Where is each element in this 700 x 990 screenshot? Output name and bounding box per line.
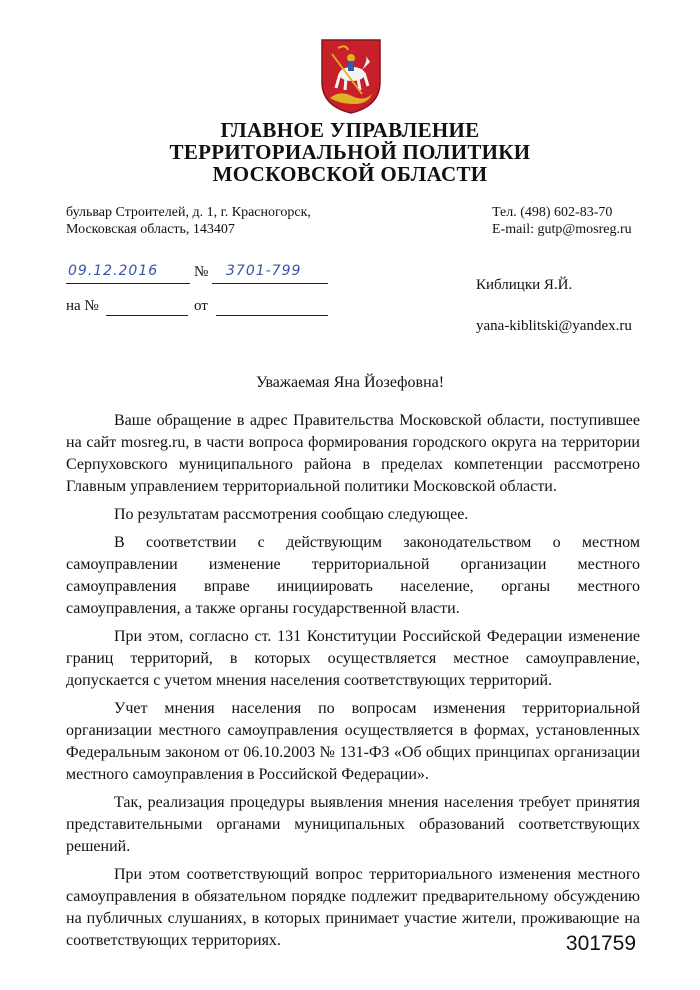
contact-block <box>492 204 632 238</box>
org-title-line2: ТЕРРИТОРИАЛЬНОЙ ПОЛИТИКИ <box>169 140 531 164</box>
org-title-line3: МОСКОВСКОЙ ОБЛАСТИ <box>212 162 488 186</box>
recipient-name: Киблицки Я.Й. <box>476 277 573 293</box>
address-line-2: Московская область, 143407 <box>66 222 235 237</box>
paragraph-1: Ваше обращение в адрес Правительства Московской области, поступившее на сайт mosreg.ru, в части вопроса формирования городского округа на территории Серпуховского муниципального района в пределах компетенции рассмотрено Главным управлением территориальной политики Московской области. <box>66 412 640 495</box>
moscow-oblast-coat-of-arms-icon <box>318 36 384 116</box>
letter-body <box>66 410 640 952</box>
registration-number: 3701-799 <box>226 263 302 279</box>
paragraph-6: Так, реализация процедуры выявления мнения населения требует принятия представительными органами муниципальных образований соответствующих решений. <box>66 794 640 855</box>
reference-number-underline <box>106 315 188 316</box>
paragraph-7: При этом соответствующий вопрос территориального изменения местного самоуправления в обязательном порядке подлежит предварительному обсуждению на публичных слушаниях, в которых принимает участие жители, проживающие на соответствующих территориях. <box>66 866 640 949</box>
paragraph-5: Учет мнения населения по вопросам изменения территориальной организации местного самоуправления осуществляется в формах, установленных Федеральным законом от 06.10.2003 № 131-ФЗ «Об общих принципах организации местного самоуправления в Российской Федерации». <box>66 700 640 783</box>
reference-date-label: от <box>194 298 208 314</box>
reference-date-underline <box>216 315 328 316</box>
phone-number: Тел. (498) 602-83-70 <box>492 205 613 220</box>
org-title-line1: ГЛАВНОЕ УПРАВЛЕНИЕ <box>220 118 480 142</box>
paragraph-3: В соответствии с действующим законодательством о местном самоуправлении изменение территориальной организации местного самоуправления вправе инициировать население, органы местного самоуправления, а также органы государственной власти. <box>66 534 640 617</box>
date-underline <box>66 283 190 284</box>
email-address: E-mail: gutp@mosreg.ru <box>492 222 632 237</box>
address-block <box>66 204 311 238</box>
salutation: Уважаемая Яна Йозефовна! <box>255 374 445 391</box>
address-line-1: бульвар Строителей, д. 1, г. Красногорск, <box>66 205 311 220</box>
paragraph-4: При этом, согласно ст. 131 Конституции Российской Федерации изменение границ территорий, в которых осуществляется местное самоуправление, допускается с учетом мнения населения соответствующих территорий. <box>66 628 640 689</box>
registration-date: 09.12.2016 <box>68 263 159 279</box>
number-underline <box>212 283 328 284</box>
reference-number-label: на № <box>66 298 99 314</box>
recipient-email: yana-kiblitski@yandex.ru <box>476 318 632 334</box>
paragraph-2: По результатам рассмотрения сообщаю следующее. <box>114 506 469 523</box>
page-code: 301759 <box>565 932 636 955</box>
number-label: № <box>194 264 209 280</box>
